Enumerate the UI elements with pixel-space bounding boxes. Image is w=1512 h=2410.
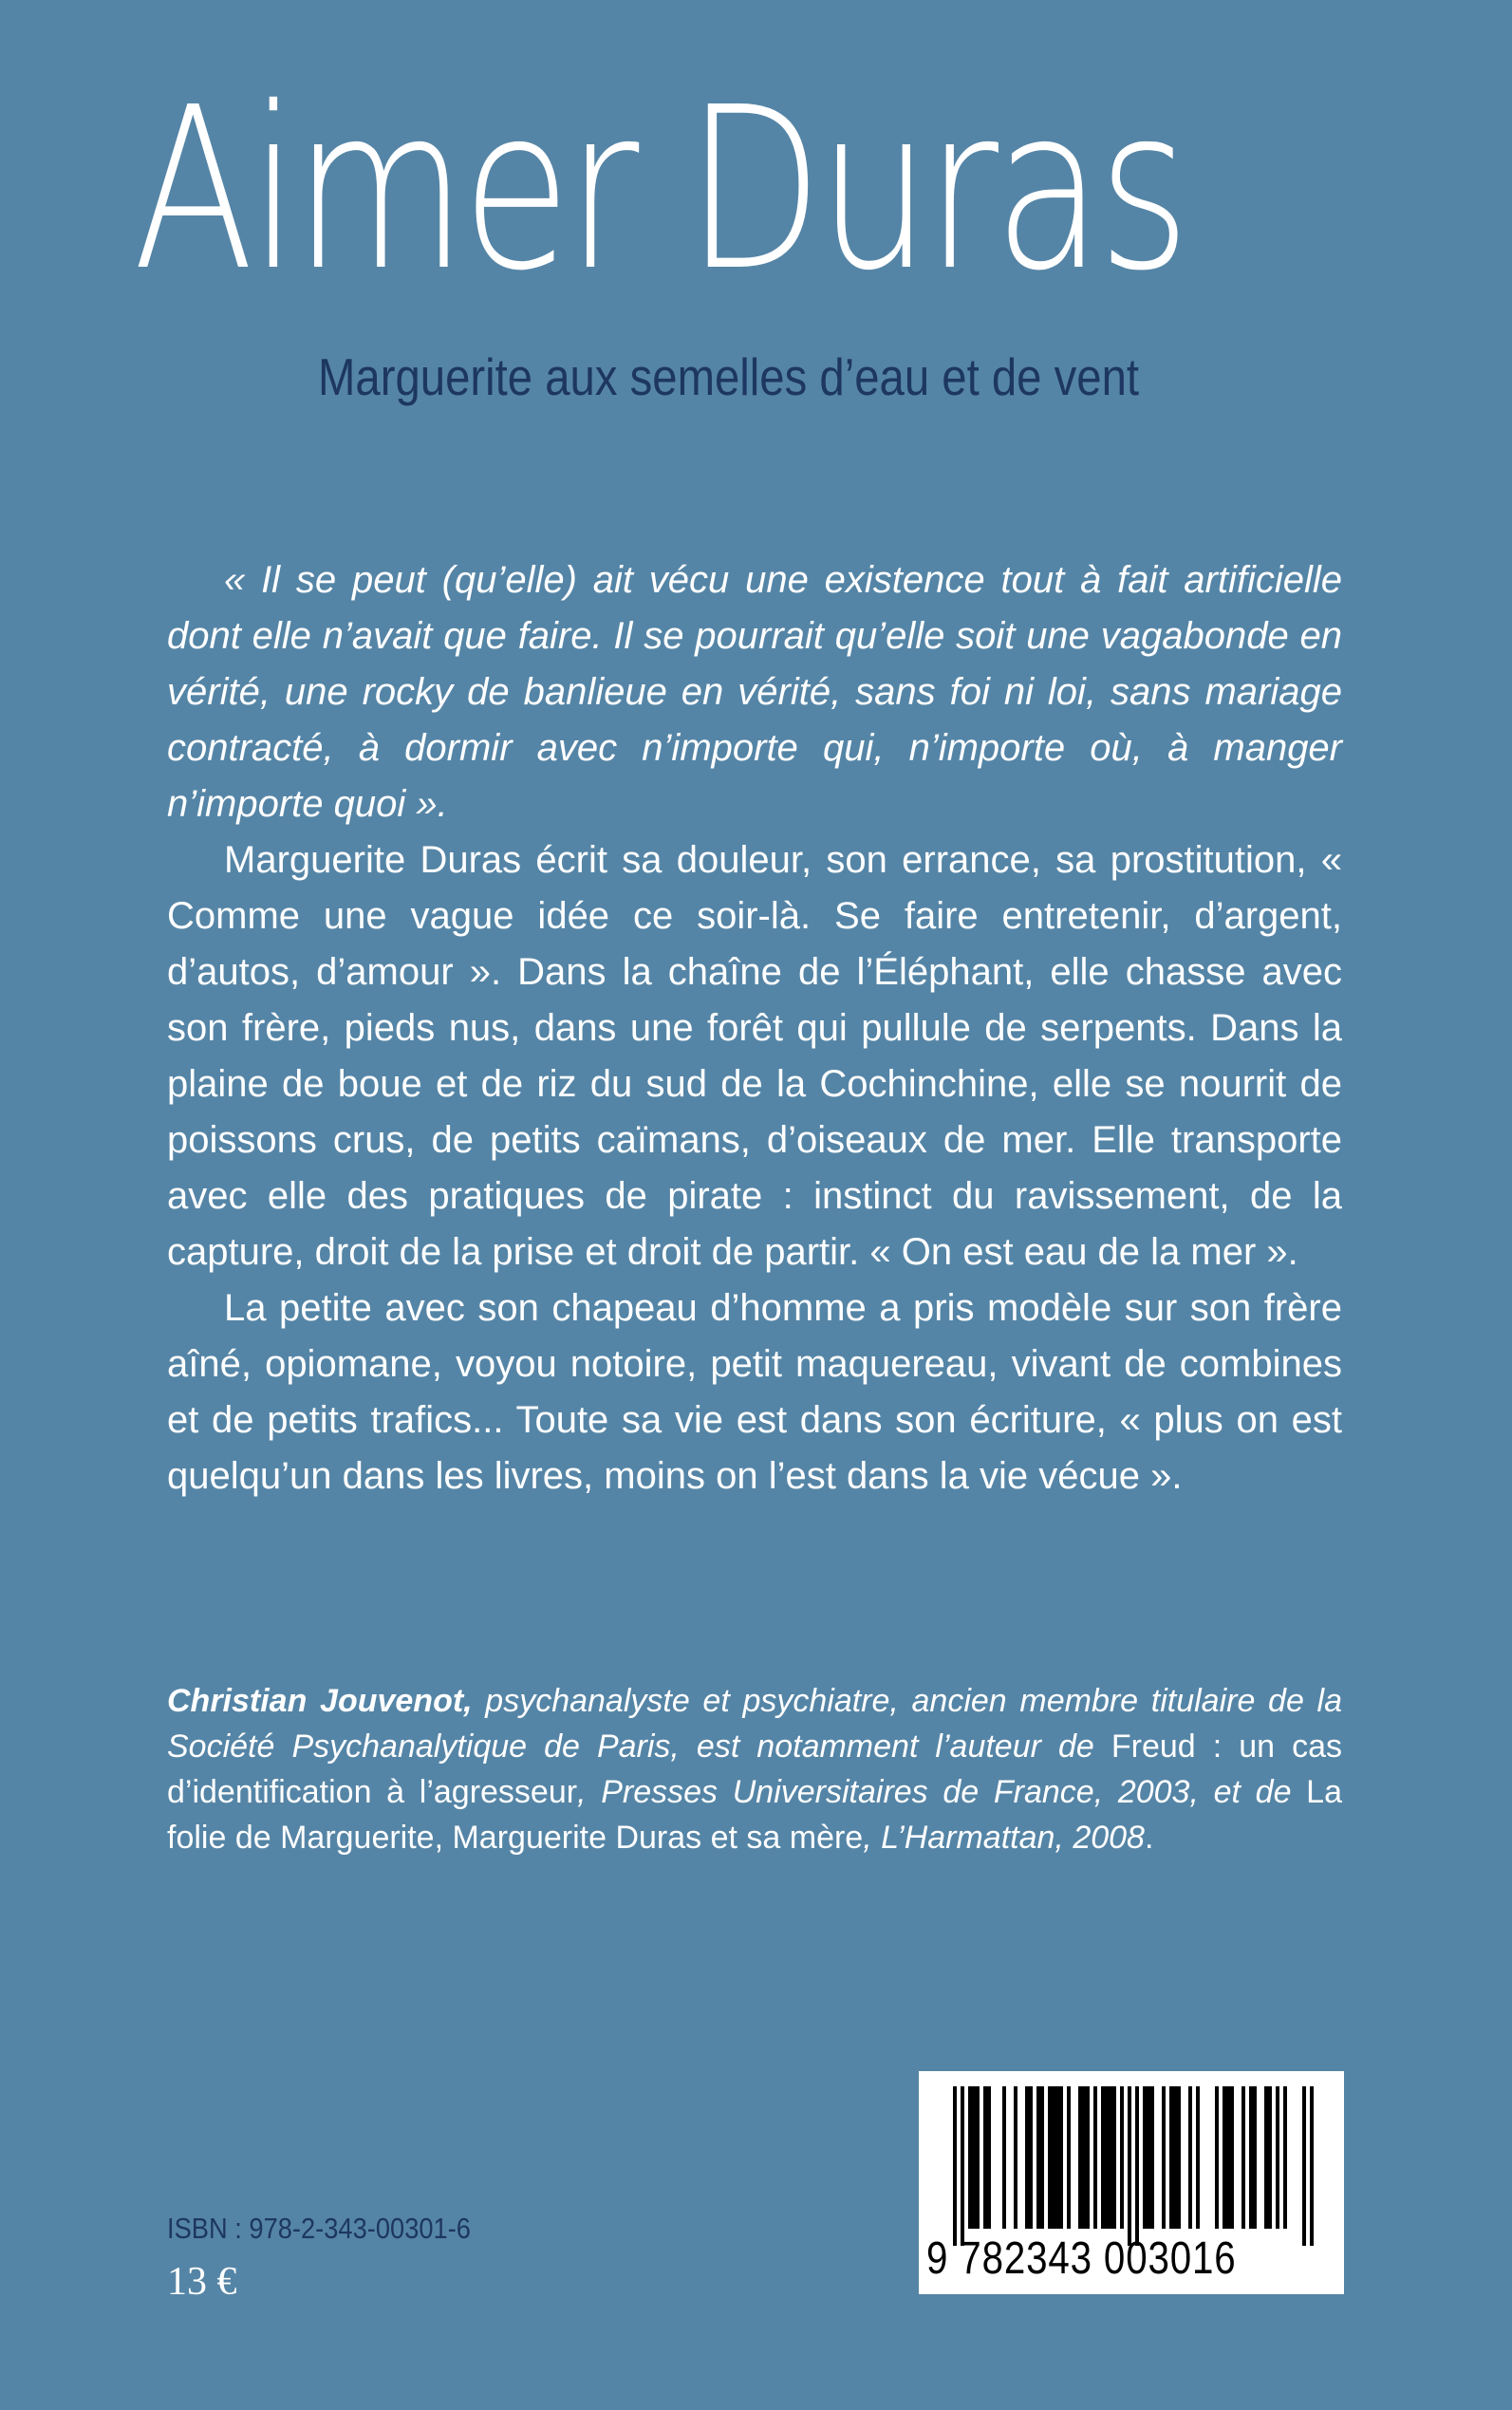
barcode-bar: [1310, 2086, 1314, 2246]
barcode-bar: [1276, 2086, 1279, 2229]
barcode-bar: [1215, 2086, 1219, 2229]
barcode-bar: [1055, 2086, 1059, 2229]
barcode-bar: [987, 2086, 991, 2229]
barcode-bar: [1029, 2086, 1033, 2229]
author-description: psychanalyste et psychiatre, ancien membre titulaire de la Société Psychanalytique de Paris, est notamment l’auteur de: [167, 1683, 1342, 1765]
barcode-bar: [1002, 2086, 1006, 2229]
isbn-label: ISBN : 978-2-343-00301-6: [167, 2212, 471, 2245]
barcode-bar: [1241, 2086, 1245, 2229]
barcode-bar: [1105, 2086, 1109, 2229]
barcode-bar: [1052, 2086, 1055, 2229]
barcode-bar: [1086, 2086, 1090, 2229]
author-name: Christian Jouvenot,: [167, 1683, 473, 1719]
barcode-bar: [1040, 2086, 1044, 2229]
barcode-bar: [1230, 2086, 1234, 2229]
barcode-bar: [1093, 2086, 1097, 2229]
barcode-bar: [1135, 2086, 1139, 2246]
barcode-bar: [1036, 2086, 1040, 2229]
book-reference-2: La folie de Marguerite, Marguerite Duras et sa mère: [167, 1774, 1342, 1856]
barcode-bar: [1169, 2086, 1173, 2229]
book-title: Aimer Duras: [133, 59, 1186, 320]
barcode-bar: [1112, 2086, 1116, 2229]
blurb-paragraph: La petite avec son chapeau d’homme a pris modèle sur son frère aîné, opiomane, voyou notoire, petit maquereau, vivant de combines et de petits trafics... Toute sa vie est dans son écriture, « plus on est quelqu’un dans les livres, moins on l’est dans la vie vécue ».: [167, 1287, 1342, 1497]
barcode-bar: [1014, 2086, 1017, 2229]
barcode-bar: [1264, 2086, 1268, 2229]
blurb-quote-paragraph: « Il se peut (qu’elle) ait vécu une existence tout à fait artificielle dont elle n’avait que faire. Il se pourrait qu’elle soit une vagabonde en vérité, une rocky de banlieue en vérité, sans foi ni loi, sans mariage contracté, à dormir avec n’importe qui, n’importe où, à manger n’importe quoi ».: [167, 559, 1342, 825]
barcode-bar: [1268, 2086, 1272, 2229]
barcode-bar: [1078, 2086, 1082, 2229]
barcode-bar: [961, 2086, 964, 2246]
barcode-bar: [968, 2086, 972, 2229]
barcode-bar: [1048, 2086, 1052, 2229]
barcode-bars: [932, 2086, 1331, 2248]
blurb: [167, 552, 1342, 1504]
barcode-bar: [1059, 2086, 1063, 2229]
book-reference-1: Freud : un cas d’identification à l’agresseur: [167, 1728, 1342, 1810]
barcode-digits: 9 782343 003016: [926, 2233, 1237, 2284]
book-subtitle: Marguerite aux semelles d’eau et de vent: [318, 347, 1140, 406]
barcode-bar: [1147, 2086, 1150, 2229]
barcode-bar: [1223, 2086, 1226, 2229]
barcode-bar: [972, 2086, 976, 2229]
barcode-bar: [1188, 2086, 1192, 2229]
bio-end-period: .: [1144, 1820, 1154, 1856]
barcode-bar: [1226, 2086, 1230, 2229]
barcode-bar: [1283, 2086, 1287, 2229]
barcode-bar: [983, 2086, 987, 2229]
barcode-bar: [1109, 2086, 1112, 2229]
barcode-bar: [1150, 2086, 1154, 2229]
barcode: [919, 2071, 1344, 2294]
publisher-reference-2: , L’Harmattan, 2008: [863, 1820, 1145, 1856]
barcode-bar: [1101, 2086, 1105, 2229]
barcode-bar: [1143, 2086, 1147, 2229]
barcode-bar: [1253, 2086, 1257, 2229]
barcode-bar: [1177, 2086, 1181, 2229]
barcode-bar: [1302, 2086, 1306, 2246]
price-label: 13 €: [167, 2260, 237, 2304]
barcode-bar: [976, 2086, 980, 2229]
barcode-bar: [1162, 2086, 1166, 2229]
barcode-bar: [1128, 2086, 1131, 2246]
barcode-bar: [1249, 2086, 1253, 2229]
barcode-bar: [953, 2086, 957, 2246]
author-bio: [167, 1678, 1342, 1860]
barcode-bar: [1067, 2086, 1071, 2229]
barcode-bar: [1082, 2086, 1086, 2229]
barcode-bar: [1025, 2086, 1029, 2229]
publisher-reference-1: , Presses Universitaires de France, 2003, et de: [577, 1774, 1307, 1810]
barcode-bar: [1196, 2086, 1200, 2229]
barcode-bar: [1120, 2086, 1124, 2229]
barcode-bar: [1173, 2086, 1177, 2229]
blurb-paragraph: Marguerite Duras écrit sa douleur, son errance, sa prostitution, « Comme une vague idée ce soir-là. Se faire entretenir, d’argent, d’autos, d’amour ». Dans la chaîne de l’Éléphant, elle chasse avec son frère, pieds nus, dans une forêt qui pullule de serpents. Dans la plaine de boue et de riz du sud de la Cochinchine, elle se nourrit de poissons crus, de petits caïmans, d’oiseaux de mer. Elle transporte avec elle des pratiques de pirate : instinct du ravissement, de la capture, droit de la prise et droit de partir. « On est eau de la mer ».: [167, 839, 1342, 1273]
